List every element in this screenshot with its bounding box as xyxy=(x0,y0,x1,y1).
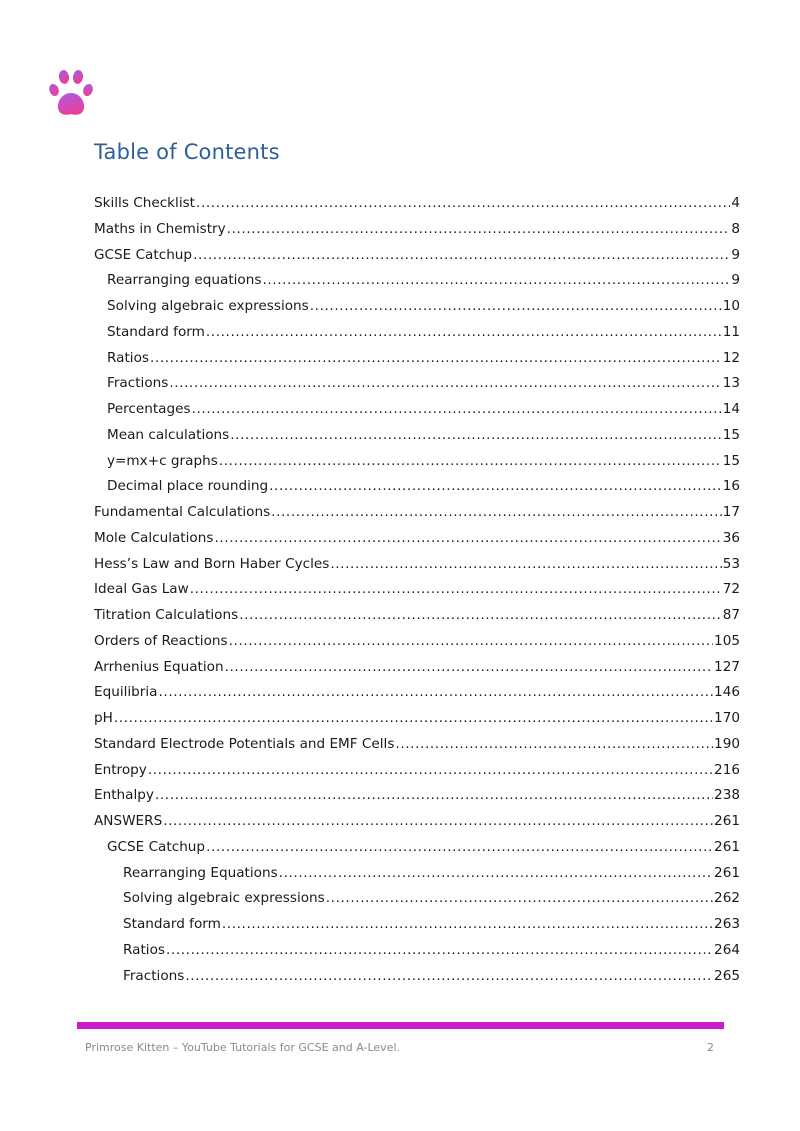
toc-dot-leader xyxy=(196,191,730,217)
toc-entry-page: 216 xyxy=(714,761,740,778)
toc-entry-label: Fractions xyxy=(123,967,185,984)
toc-entry[interactable] xyxy=(94,294,740,320)
toc-entry-label: Ideal Gas Law xyxy=(94,581,189,598)
page-title: Table of Contents xyxy=(94,140,280,164)
toc-entry-label: Fractions xyxy=(107,375,169,392)
toc-entry-label: Hess’s Law and Born Haber Cycles xyxy=(94,555,330,572)
toc-dot-leader xyxy=(159,680,714,706)
toc-dot-leader xyxy=(190,577,722,603)
toc-entry[interactable] xyxy=(94,732,740,758)
table-of-contents xyxy=(94,191,740,989)
toc-dot-leader xyxy=(193,243,730,269)
toc-dot-leader xyxy=(326,886,713,912)
toc-entry[interactable] xyxy=(94,629,740,655)
toc-dot-leader xyxy=(230,423,721,449)
toc-entry[interactable] xyxy=(94,603,740,629)
toc-entry-label: Orders of Reactions xyxy=(94,632,228,649)
toc-dot-leader xyxy=(330,552,721,578)
toc-entry-label: Ratios xyxy=(107,349,149,366)
toc-entry[interactable] xyxy=(94,964,740,990)
toc-dot-leader xyxy=(269,474,722,500)
toc-entry-page: 170 xyxy=(714,710,740,726)
toc-dot-leader xyxy=(227,217,731,243)
toc-entry-page: 264 xyxy=(714,941,740,958)
toc-entry-page: 4 xyxy=(731,195,740,211)
toc-entry[interactable] xyxy=(94,552,740,578)
toc-entry-page: 261 xyxy=(714,864,740,881)
toc-dot-leader xyxy=(219,449,722,475)
toc-entry-label: Percentages xyxy=(107,401,191,417)
toc-entry-label: Solving algebraic expressions xyxy=(123,890,325,907)
toc-entry-label: Solving algebraic expressions xyxy=(107,298,309,314)
toc-entry-page: 17 xyxy=(722,504,740,520)
toc-entry-label: Entropy xyxy=(94,761,147,778)
toc-entry-label: Rearranging Equations xyxy=(123,864,278,881)
toc-entry-label: Decimal place rounding xyxy=(107,478,269,495)
toc-dot-leader xyxy=(169,371,721,397)
toc-dot-leader xyxy=(206,835,713,861)
toc-entry[interactable] xyxy=(94,500,740,526)
toc-dot-leader xyxy=(185,964,713,990)
toc-entry-page: 15 xyxy=(722,452,740,469)
toc-entry[interactable] xyxy=(94,346,740,372)
toc-entry-page: 72 xyxy=(722,581,740,598)
toc-dot-leader xyxy=(214,526,721,552)
toc-entry[interactable] xyxy=(94,191,740,217)
toc-entry-page: 261 xyxy=(714,838,740,855)
toc-entry-label: y=mx+c graphs xyxy=(107,452,218,469)
toc-entry[interactable] xyxy=(94,526,740,552)
toc-entry-label: Titration Calculations xyxy=(94,607,239,623)
toc-entry[interactable] xyxy=(94,423,740,449)
toc-entry-page: 190 xyxy=(714,735,740,752)
toc-entry-label: Mole Calculations xyxy=(94,529,214,546)
toc-dot-leader xyxy=(222,912,713,938)
toc-entry-page: 9 xyxy=(731,246,740,263)
toc-entry-page: 8 xyxy=(731,220,740,237)
toc-entry[interactable] xyxy=(94,371,740,397)
toc-entry-label: GCSE Catchup xyxy=(94,246,193,263)
toc-entry-label: pH xyxy=(94,710,113,726)
toc-entry-label: Mean calculations xyxy=(107,426,230,443)
toc-entry-label: Rearranging equations xyxy=(107,272,262,289)
toc-entry[interactable] xyxy=(94,912,740,938)
toc-entry-page: 105 xyxy=(714,632,740,649)
toc-entry-label: Arrhenius Equation xyxy=(94,658,224,675)
toc-dot-leader xyxy=(163,809,713,835)
toc-entry-page: 265 xyxy=(714,967,740,984)
toc-entry[interactable] xyxy=(94,320,740,346)
toc-entry[interactable] xyxy=(94,861,740,887)
footer-page-number: 2 xyxy=(707,1041,714,1054)
toc-entry-label: ANSWERS xyxy=(94,813,163,829)
toc-entry[interactable] xyxy=(94,835,740,861)
toc-dot-leader xyxy=(155,783,713,809)
toc-entry[interactable] xyxy=(94,243,740,269)
toc-entry[interactable] xyxy=(94,886,740,912)
toc-entry-label: Skills Checklist xyxy=(94,195,196,211)
toc-entry[interactable] xyxy=(94,706,740,732)
toc-entry-page: 12 xyxy=(722,349,740,366)
toc-entry-label: Standard form xyxy=(123,916,221,932)
toc-dot-leader xyxy=(206,320,722,346)
toc-entry-page: 262 xyxy=(714,890,740,907)
toc-entry[interactable] xyxy=(94,809,740,835)
toc-entry-page: 9 xyxy=(731,272,740,289)
toc-entry-page: 16 xyxy=(722,478,740,495)
toc-entry-page: 263 xyxy=(714,916,740,932)
toc-dot-leader xyxy=(114,706,713,732)
toc-entry-page: 14 xyxy=(722,401,740,417)
toc-entry[interactable] xyxy=(94,783,740,809)
toc-dot-leader xyxy=(310,294,722,320)
toc-entry[interactable] xyxy=(94,758,740,784)
toc-entry-page: 53 xyxy=(722,555,740,572)
toc-dot-leader xyxy=(395,732,713,758)
toc-entry-page: 10 xyxy=(722,298,740,314)
toc-dot-leader xyxy=(192,397,722,423)
toc-dot-leader xyxy=(225,655,713,681)
toc-entry-page: 87 xyxy=(722,607,740,623)
toc-entry-page: 127 xyxy=(714,658,740,675)
toc-entry[interactable] xyxy=(94,577,740,603)
toc-entry-label: Enthalpy xyxy=(94,787,154,804)
toc-entry[interactable] xyxy=(94,217,740,243)
toc-entry-label: Ratios xyxy=(123,941,165,958)
toc-dot-leader xyxy=(239,603,721,629)
toc-entry[interactable] xyxy=(94,680,740,706)
toc-entry[interactable] xyxy=(94,655,740,681)
toc-dot-leader xyxy=(271,500,722,526)
toc-entry-page: 261 xyxy=(714,813,740,829)
toc-entry[interactable] xyxy=(94,449,740,475)
toc-dot-leader xyxy=(150,346,722,372)
toc-dot-leader xyxy=(229,629,713,655)
toc-entry-page: 13 xyxy=(722,375,740,392)
toc-dot-leader xyxy=(148,758,713,784)
toc-entry-label: Maths in Chemistry xyxy=(94,220,226,237)
footer-text: Primrose Kitten – YouTube Tutorials for GCSE and A-Level. xyxy=(85,1041,400,1054)
toc-dot-leader xyxy=(166,938,713,964)
toc-entry-page: 15 xyxy=(722,426,740,443)
toc-entry-page: 146 xyxy=(714,684,740,701)
toc-entry-page: 36 xyxy=(722,529,740,546)
toc-entry-page: 238 xyxy=(714,787,740,804)
toc-dot-leader xyxy=(262,268,730,294)
toc-dot-leader xyxy=(279,861,713,887)
toc-entry[interactable] xyxy=(94,397,740,423)
toc-entry-label: Standard form xyxy=(107,323,205,340)
toc-entry[interactable] xyxy=(94,938,740,964)
toc-entry-page: 11 xyxy=(722,323,740,340)
toc-entry-label: Standard Electrode Potentials and EMF Cells xyxy=(94,735,395,752)
toc-entry[interactable] xyxy=(94,474,740,500)
paw-print-icon xyxy=(48,68,94,118)
toc-entry-label: GCSE Catchup xyxy=(107,838,206,855)
footer-divider xyxy=(77,1022,724,1029)
toc-entry-label: Equilibria xyxy=(94,684,158,701)
toc-entry-label: Fundamental Calculations xyxy=(94,504,271,520)
toc-entry[interactable] xyxy=(94,268,740,294)
